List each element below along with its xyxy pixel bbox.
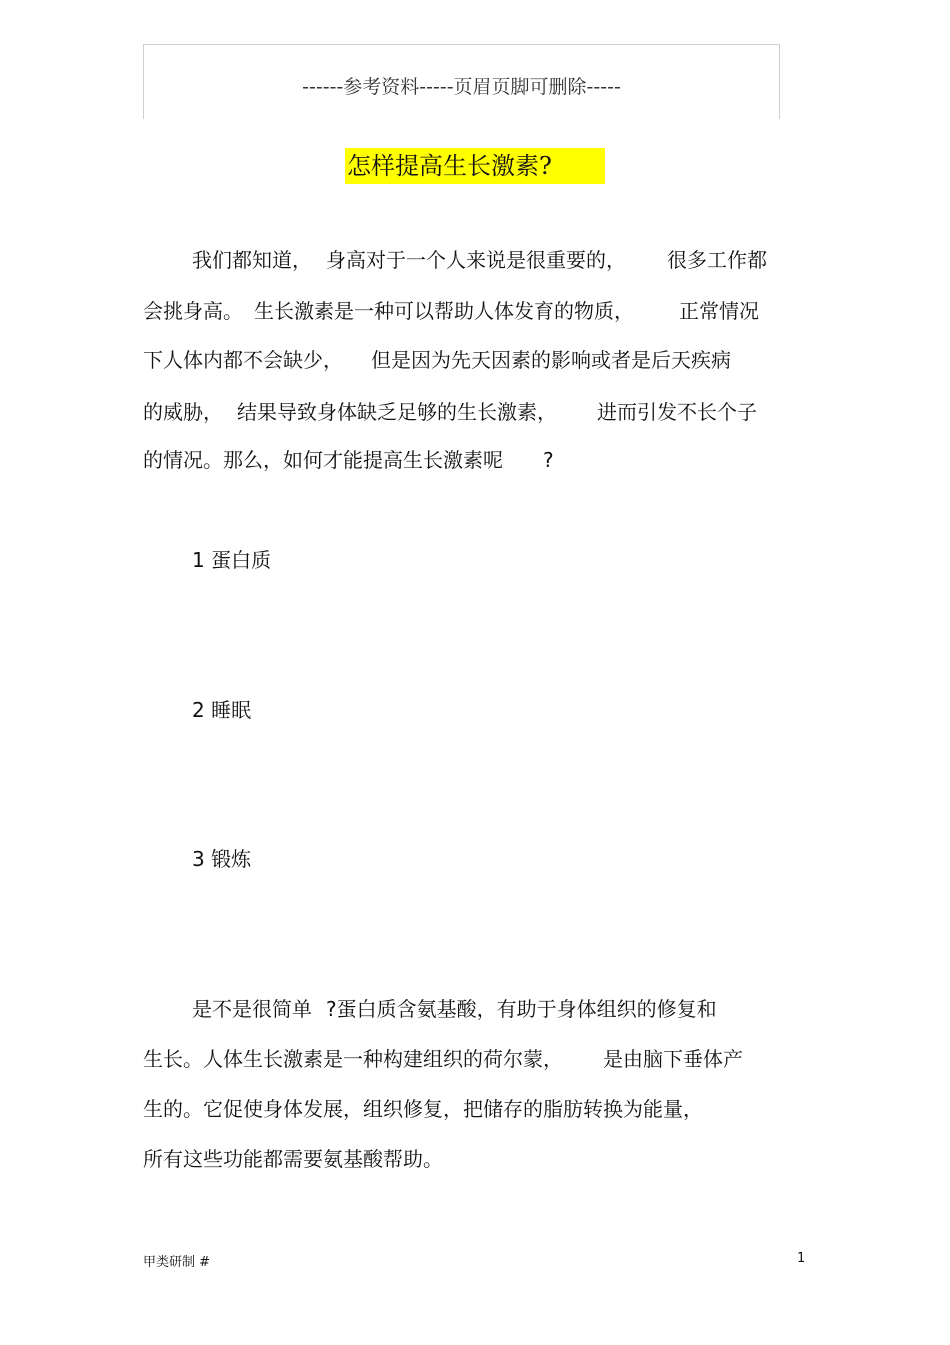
footer-left-text: 甲类研制 #	[143, 1255, 211, 1270]
intro-line-4-part-c: 进而引发不长个子	[597, 400, 757, 424]
body-line-4: 所有这些功能都需要氨基酸帮助。	[143, 1147, 443, 1171]
intro-line-1	[192, 246, 767, 274]
intro-line-2	[143, 297, 759, 325]
page-header	[143, 44, 780, 119]
body-line-1-part-a: 是不是很简单	[192, 997, 312, 1021]
body-line-2-part-a: 生长。人体生长激素是一种构建组织的荷尔蒙，	[143, 1047, 563, 1071]
intro-line-3-part-b: 但是因为先天因素的影响或者是后天疾病	[371, 348, 731, 372]
body-line-2-part-b: 是由脑下垂体产	[603, 1047, 743, 1071]
intro-line-1-part-a: 我们都知道，	[192, 248, 312, 272]
list-item-protein: 1 蛋白质	[192, 548, 272, 572]
body-line-1	[192, 995, 717, 1023]
intro-line-2-part-a: 会挑身高。	[143, 299, 243, 323]
intro-line-4	[143, 398, 757, 426]
intro-line-4-part-a: 的威胁，	[143, 400, 223, 424]
header-text: ------参考资料-----页眉页脚可删除-----	[302, 76, 621, 98]
intro-line-5	[143, 446, 554, 474]
intro-line-3-part-a: 下人体内都不会缺少，	[143, 348, 343, 372]
list-item-exercise: 3 锻炼	[192, 847, 252, 871]
intro-line-3	[143, 346, 731, 374]
body-line-1-part-b: ?蛋白质含氨基酸，有助于身体组织的修复和	[326, 997, 717, 1021]
page-number: 1	[797, 1251, 806, 1266]
intro-line-4-part-b: 结果导致身体缺乏足够的生长激素，	[237, 400, 557, 424]
body-line-2	[143, 1045, 743, 1073]
body-line-3: 生的。它促使身体发展，组织修复，把储存的脂肪转换为能量，	[143, 1097, 703, 1121]
intro-line-1-part-c: 很多工作都	[667, 248, 767, 272]
intro-line-2-part-c: 正常情况	[679, 299, 759, 323]
intro-line-5-part-a: 的情况。那么，如何才能提高生长激素呢	[143, 448, 503, 472]
intro-line-2-part-b: 生长激素是一种可以帮助人体发育的物质，	[254, 299, 634, 323]
intro-line-5-part-b: ?	[543, 448, 554, 472]
intro-line-1-part-b: 身高对于一个人来说是很重要的，	[326, 248, 626, 272]
list-item-sleep: 2 睡眠	[192, 698, 252, 722]
document-title: 怎样提高生长激素?	[345, 148, 605, 184]
